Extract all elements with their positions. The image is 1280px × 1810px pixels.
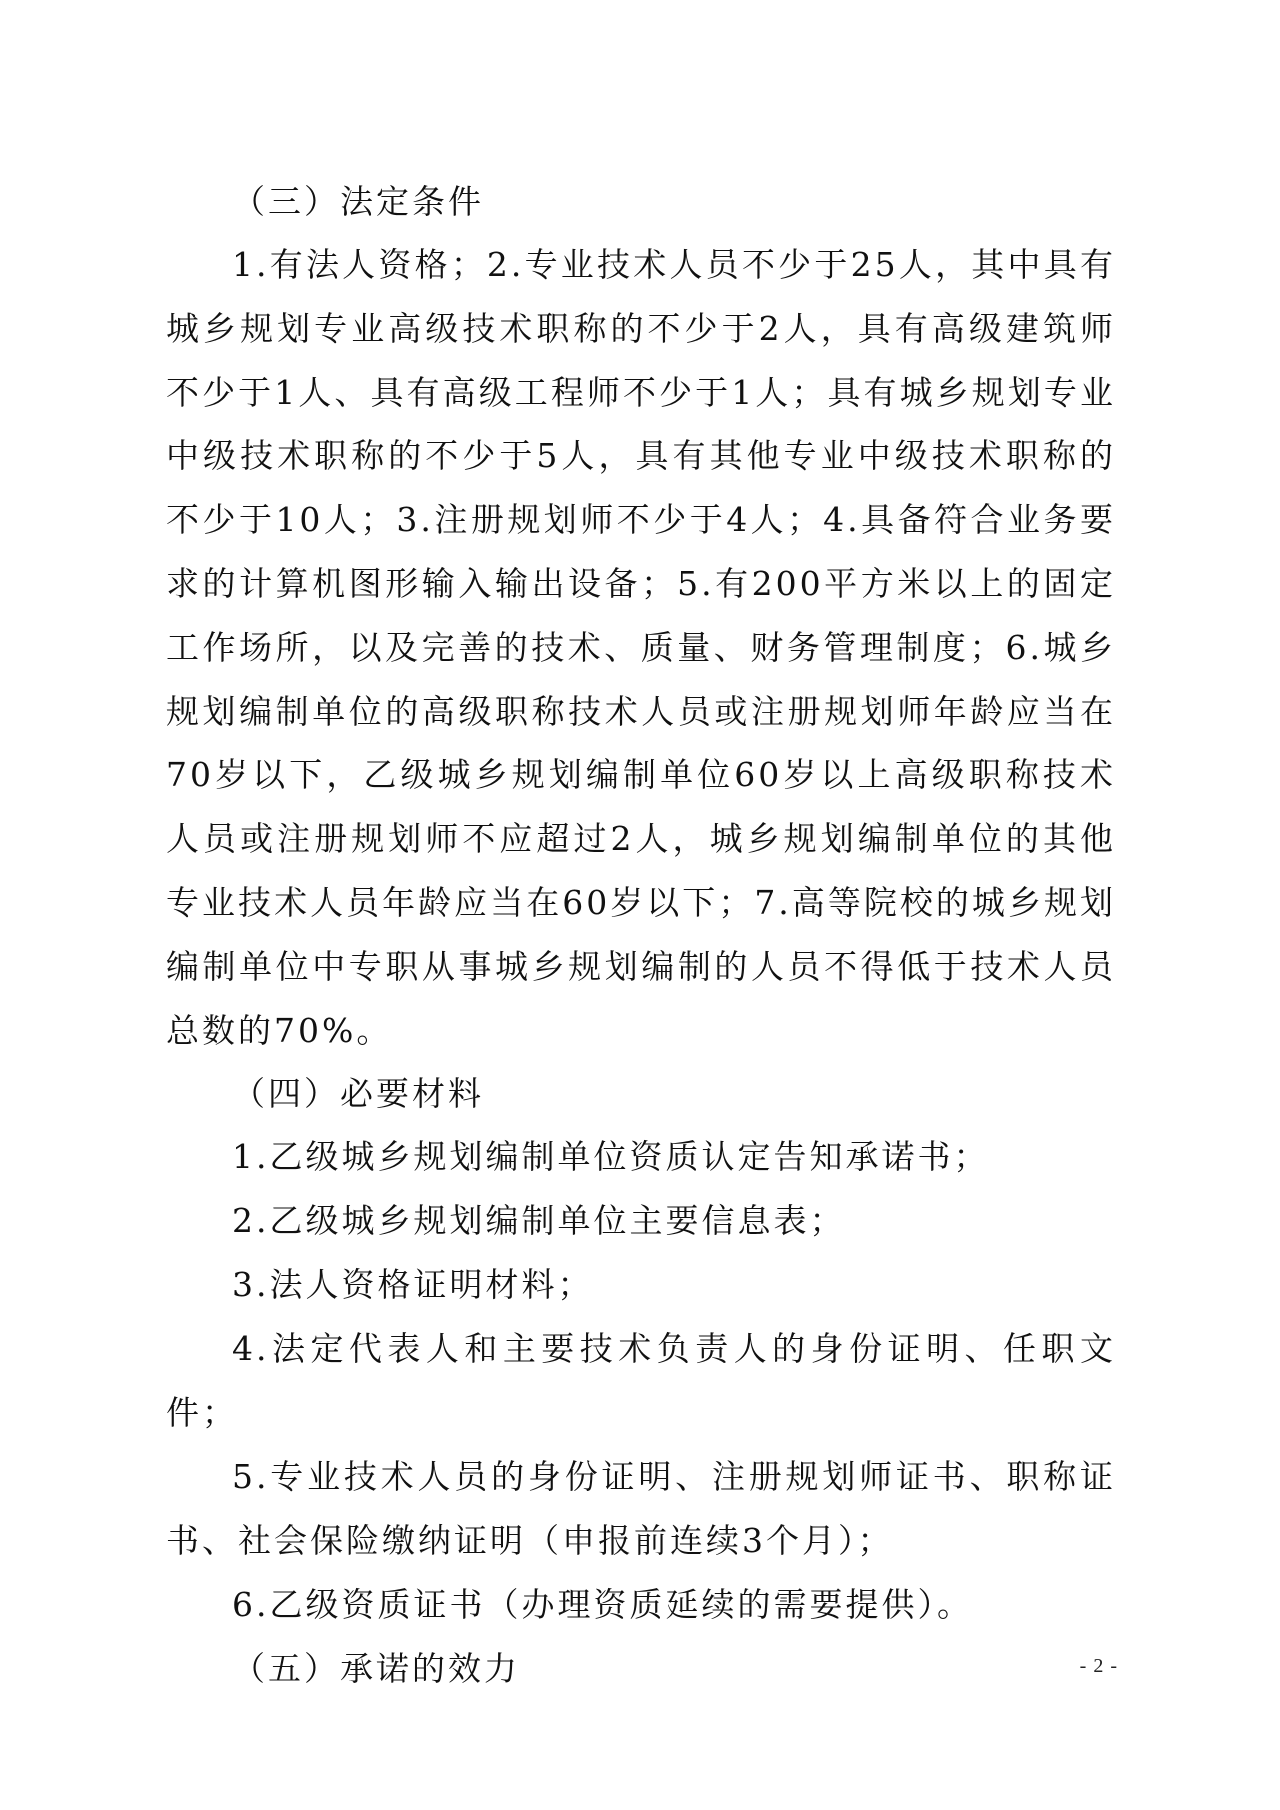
material-item-5: 5.专业技术人员的身份证明、注册规划师证书、职称证书、社会保险缴纳证明（申报前连续3个月）； [166, 1457, 1116, 1561]
page-number: - 2 - [1079, 1655, 1118, 1677]
material-item-2: 2.乙级城乡规划编制单位主要信息表； [232, 1201, 846, 1241]
material-item-4: 4.法定代表人和主要技术负责人的身份证明、任职文件； [166, 1329, 1116, 1433]
section-heading-required-materials: （四）必要材料 [232, 1074, 484, 1114]
section-heading-commitment-effect: （五）承诺的效力 [232, 1649, 520, 1689]
document-body [166, 170, 1116, 1700]
section-heading-legal-conditions: （三）法定条件 [232, 182, 484, 221]
material-item-3: 3.法人资格证明材料； [232, 1265, 594, 1305]
material-item-1: 1.乙级城乡规划编制单位资质认定告知承诺书； [232, 1137, 990, 1177]
legal-conditions-paragraph: 1.有法人资格；2.专业技术人员不少于25人，其中具有城乡规划专业高级技术职称的不少于2人，具有高级建筑师不少于1人、具有高级工程师不少于1人；具有城乡规划专业中级技术职称的不少于5人，具有其他专业中级技术职称的不少于10人；3.注册规划师不少于4人；4.具备符合业务要求的计算机图形输入输出设备；5.有200平方米以上的固定工作场所，以及完善的技术、质量、财务管理制度；6.城乡规划编制单位的高级职称技术人员或注册规划师年龄应当在70岁以下，乙级城乡规划编制单位60岁以上高级职称技术人员或注册规划师不应超过2人，城乡规划编制单位的其他专业技术人员年龄应当在60岁以下；7.高等院校的城乡规划编制单位中专职从事城乡规划编制的人员不得低于技术人员总数的70%。 [166, 245, 1116, 1050]
material-item-6: 6.乙级资质证书（办理资质延续的需要提供）。 [232, 1585, 973, 1625]
